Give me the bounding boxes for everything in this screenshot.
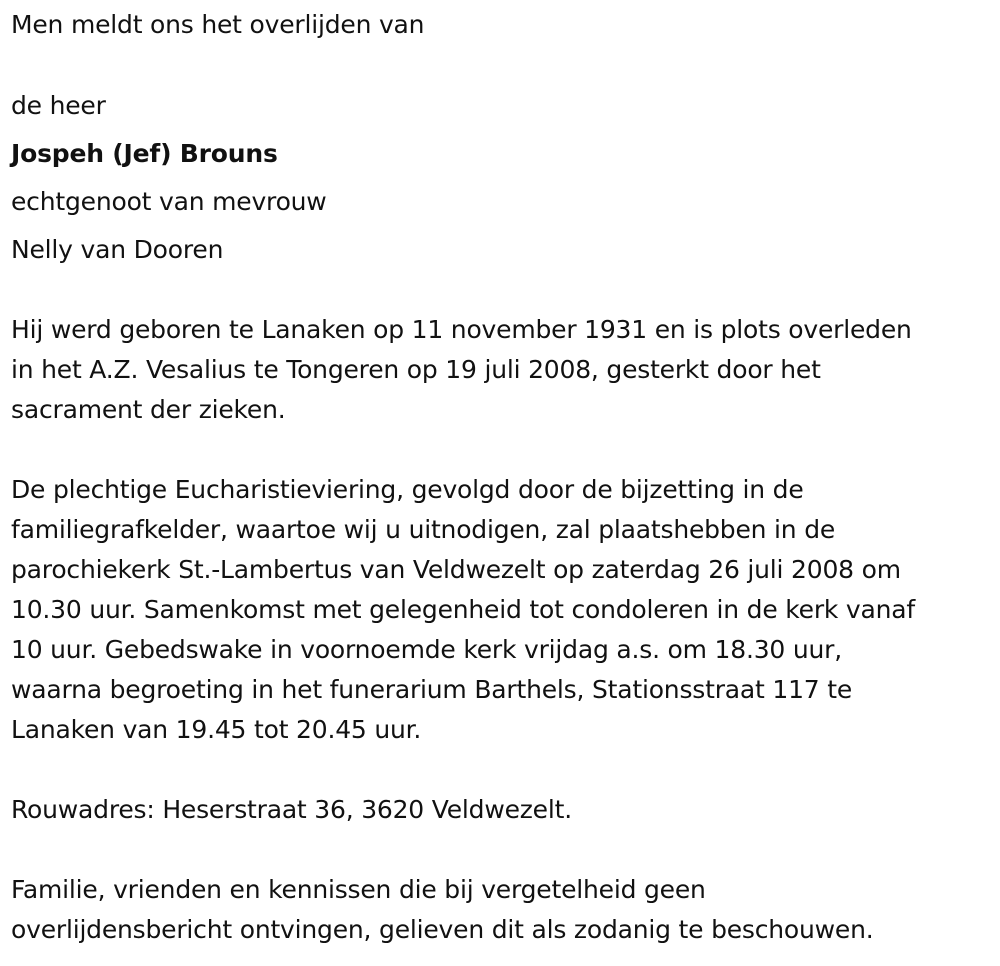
ceremony-paragraph	[11, 470, 996, 750]
paragraph-line: overlijdensbericht ontvingen, gelieven dit als zodanig te beschouwen.	[11, 915, 874, 944]
paragraph-line: Lanaken van 19.45 tot 20.45 uur.	[11, 715, 422, 744]
spouse-prefix: echtgenoot van mevrouw	[11, 187, 327, 216]
paragraph-line: sacrament der zieken.	[11, 395, 286, 424]
intro-text: Men meldt ons het overlijden van	[11, 10, 425, 39]
paragraph-line: parochiekerk St.-Lambertus van Veldwezelt op zaterdag 26 juli 2008 om	[11, 555, 901, 584]
mourning-address: Rouwadres: Heserstraat 36, 3620 Veldwezelt.	[11, 795, 572, 824]
title-line: de heer	[11, 91, 106, 120]
spouse-name: Nelly van Dooren	[11, 235, 224, 264]
paragraph-line: De plechtige Eucharistieviering, gevolgd door de bijzetting in de	[11, 475, 804, 504]
paragraph-line: in het A.Z. Vesalius te Tongeren op 19 juli 2008, gesterkt door het	[11, 355, 821, 384]
paragraph-line: familiegrafkelder, waartoe wij u uitnodigen, zal plaatshebben in de	[11, 515, 836, 544]
paragraph-line: Familie, vrienden en kennissen die bij vergetelheid geen	[11, 875, 706, 904]
paragraph-line: 10.30 uur. Samenkomst met gelegenheid tot condoleren in de kerk vanaf	[11, 595, 916, 624]
closing-paragraph	[11, 870, 996, 950]
paragraph-line: Hij werd geboren te Lanaken op 11 november 1931 en is plots overleden	[11, 315, 912, 344]
paragraph-line: waarna begroeting in het funerarium Barthels, Stationsstraat 117 te	[11, 675, 853, 704]
deceased-name: Jospeh (Jef) Brouns	[11, 139, 278, 168]
birth-death-paragraph	[11, 310, 996, 430]
paragraph-line: 10 uur. Gebedswake in voornoemde kerk vrijdag a.s. om 18.30 uur,	[11, 635, 842, 664]
